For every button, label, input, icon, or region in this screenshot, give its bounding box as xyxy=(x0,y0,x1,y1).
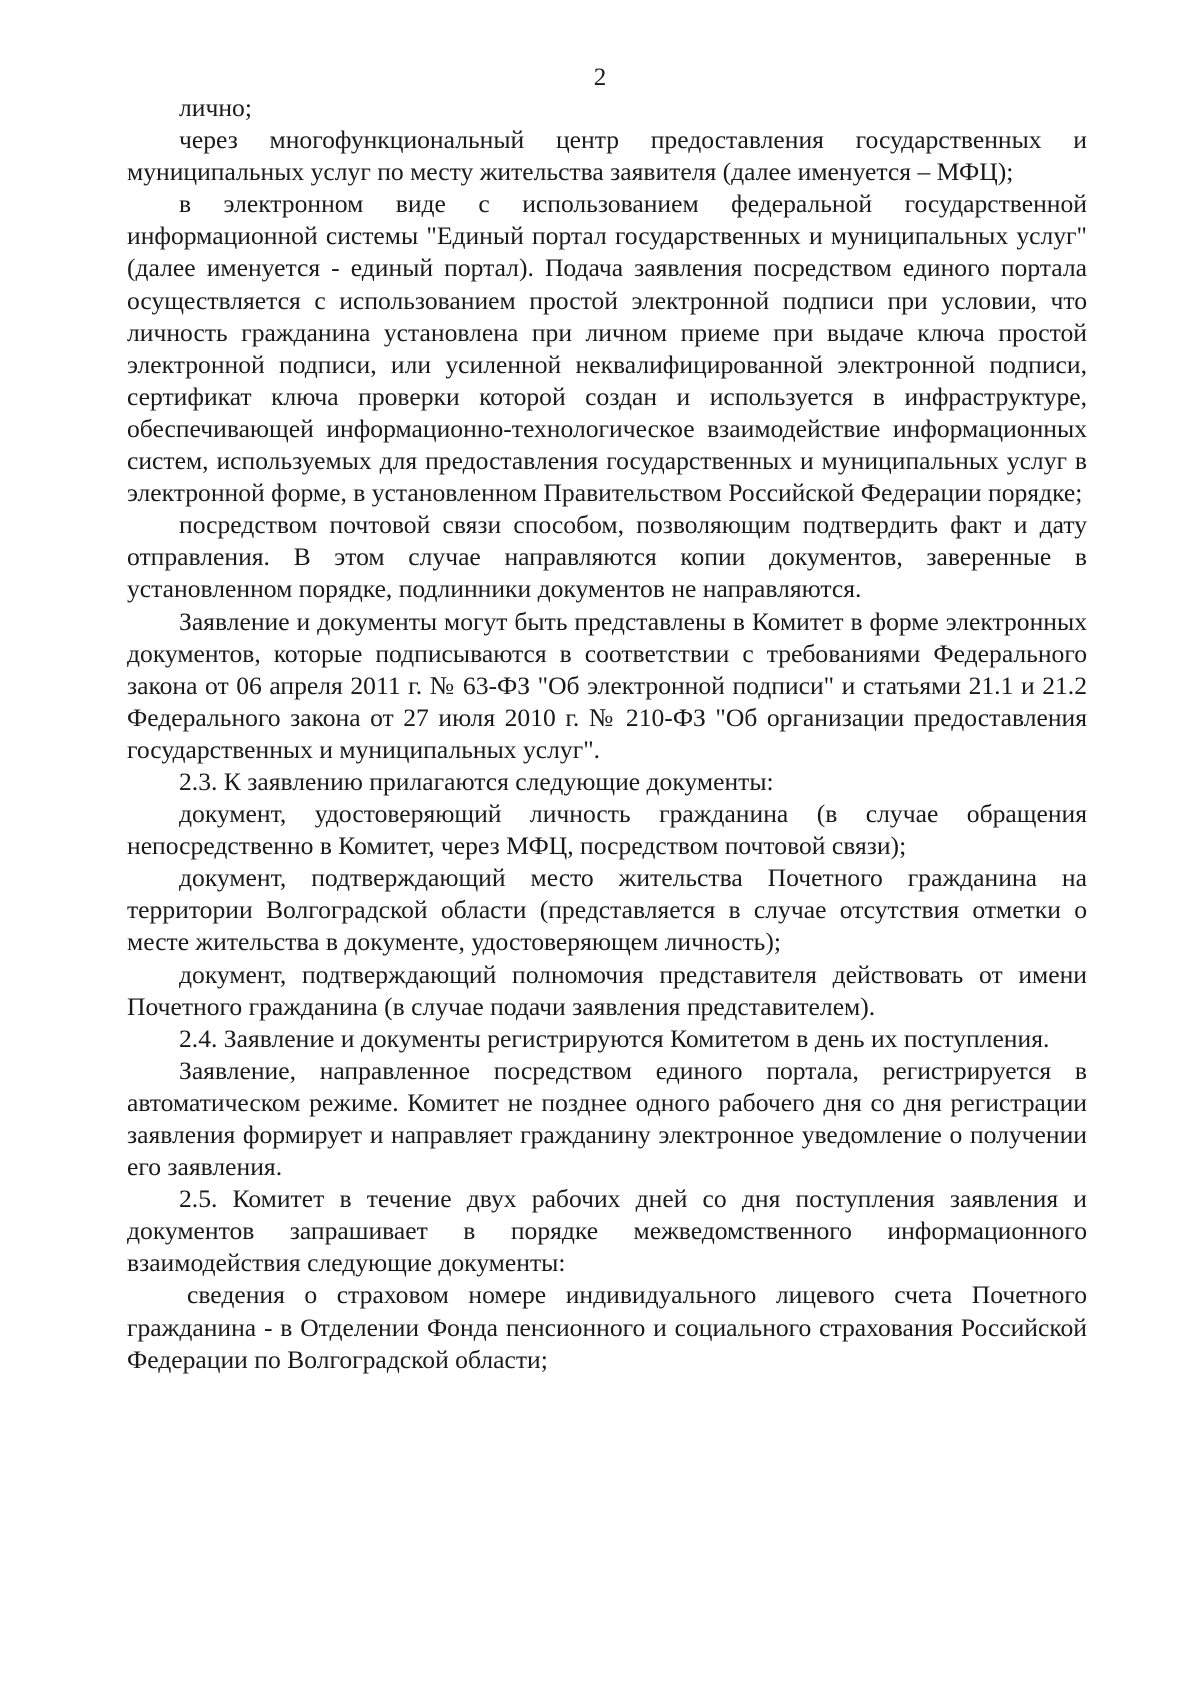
paragraph-electronic: в электронном виде с использованием федеральной государственной информационной системы "Единый портал государственных и муниципальных услуг" (далее именуется - единый портал). Подача заявления посредством единого портала осуществляется с использованием простой электронной подписи при условии, что личность гражданина установлена при личном приеме при выдаче ключа простой электронной подписи, или усиленной неквалифицированной электронной подписи, сертификат ключа проверки которой создан и используется в инфраструктуре, обеспечивающей информационно-технологическое взаимодействие информационных систем, используемых для предоставления государственных и муниципальных услуг в электронной форме, в установленном Правительством Российской Федерации порядке; xyxy=(127,189,1087,508)
paragraph-identity-document: документ, удостоверяющий личность гражданина (в случае обращения непосредственно в Комитет, через МФЦ, посредством почтовой связи); xyxy=(127,799,1087,861)
paragraph-residence-document: документ, подтверждающий место жительства Почетного гражданина на территории Волгоградской области (представляется в случае отсутствия отметки о месте жительства в документе, удостоверяющем личность); xyxy=(127,863,1087,957)
paragraph-insurance-number: сведения о страховом номере индивидуального лицевого счета Почетного гражданина - в Отделении Фонда пенсионного и социального страхования Российской Федерации по Волгоградской области; xyxy=(127,1280,1087,1374)
paragraph-2-3: 2.3. К заявлению прилагаются следующие документы: xyxy=(179,766,774,796)
paragraph-electronic-documents: Заявление и документы могут быть представлены в Комитет в форме электронных документов, которые подписываются в соответствии с требованиями Федерального закона от 06 апреля 2011 г. № 63-ФЗ "Об электронной подписи" и статьями 21.1 и 21.2 Федерального закона от 27 июля 2010 г. № 210-ФЗ "Об организации предоставления государственных и муниципальных услуг". xyxy=(127,606,1087,764)
paragraph-in-person: лично; xyxy=(179,93,252,122)
paragraph-2-5: 2.5. Комитет в течение двух рабочих дней со дня поступления заявления и документов запрашивает в порядке межведомственного информационного взаимодействия следующие документы: xyxy=(127,1184,1087,1278)
document-body xyxy=(127,92,1087,1376)
page-number: 2 xyxy=(593,64,607,91)
paragraph-authority-document: документ, подтверждающий полномочия представителя действовать от имени Почетного гражданина (в случае подачи заявления представителем). xyxy=(127,959,1087,1021)
paragraph-2-4: 2.4. Заявление и документы регистрируются Комитетом в день их поступления. xyxy=(179,1023,1050,1053)
paragraph-mfc: через многофункциональный центр предоставления государственных и муниципальных услуг по месту жительства заявителя (далее именуется – МФЦ); xyxy=(127,125,1087,187)
paragraph-postal: посредством почтовой связи способом, позволяющим подтвердить факт и дату отправления. В этом случае направляются копии документов, заверенные в установленном порядке, подлинники документов не направляются. xyxy=(127,510,1087,604)
paragraph-portal-registration: Заявление, направленное посредством единого портала, регистрируется в автоматическом режиме. Комитет не позднее одного рабочего дня со дня регистрации заявления формирует и направляет гражданину электронное уведомление о получении его заявления. xyxy=(127,1055,1087,1182)
